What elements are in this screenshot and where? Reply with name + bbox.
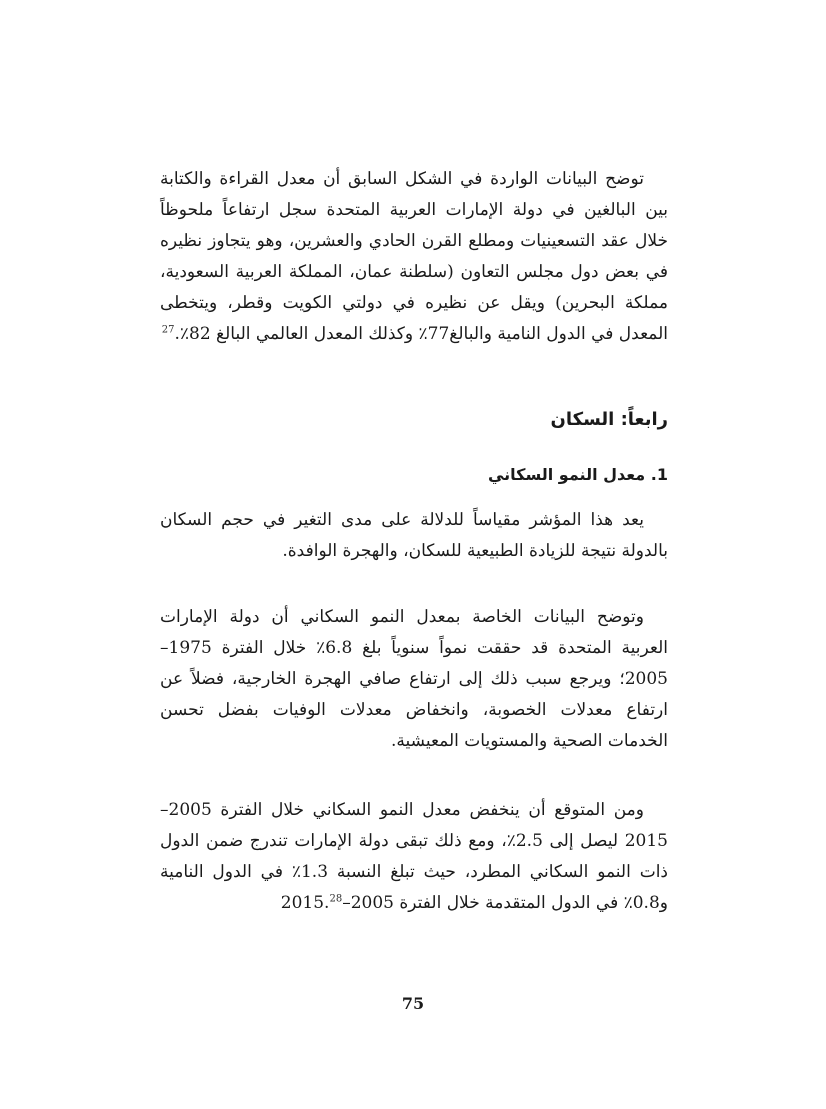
page-number: 75 bbox=[401, 994, 425, 1013]
footnote-ref: 27 bbox=[161, 324, 175, 336]
subheading: 1. معدل النمو السكاني bbox=[487, 465, 668, 484]
paragraph-literacy-text: توضح البيانات الواردة في الشكل السابق أن معدل القراءة والكتابة بين البالغين في دولة الإمارات العربية المتحدة سجل ارتفاعاً ملحوظاً خلال عقد التسعينيات ومطلع القرن الحادي والعشرين، وهو يتجاوز نظيره في بعض دول مجلس التعاون (سلطنة عمان، المملكة العربية السعودية، مملكة البحرين) ويقل عن نظيره في دولتي الكويت وقطر، ويتخطى المعدل في الدول النامية والبالغ77٪ وكذلك المعدل العالمي البالغ 82٪. bbox=[160, 169, 668, 344]
section-heading: رابعاً: السكان bbox=[550, 409, 668, 430]
paragraph-growth-text: وتوضح البيانات الخاصة بمعدل النمو السكاني أن دولة الإمارات العربية المتحدة قد حققت نمواً سنوياً بلغ 6.8٪ خلال الفترة 1975–2005؛ ويرجع سبب ذلك إلى ارتفاع صافي الهجرة الخارجية، فضلاً عن ارتفاع معدلات الخصوبة، وانخفاض معدلات الوفيات بفضل تحسن الخدمات الصحية والمستويات المعيشية. bbox=[160, 607, 669, 751]
footnote-ref: 28 bbox=[329, 893, 343, 905]
paragraph-growth bbox=[160, 602, 668, 757]
paragraph-forecast-text: ومن المتوقع أن ينخفض معدل النمو السكاني خلال الفترة 2005–2015 ليصل إلى 2.5٪، ومع ذلك تبقى دولة الإمارات تندرج ضمن الدول ذات النمو السكاني المطرد، حيث تبلغ النسبة 1.3٪ في الدول النامية و0.8٪ في الدول المتقدمة خلال الفترة 2005–2015. bbox=[160, 800, 668, 913]
paragraph-indicator bbox=[160, 505, 668, 567]
paragraph-literacy bbox=[160, 164, 668, 350]
paragraph-indicator-text: يعد هذا المؤشر مقياساً للدلالة على مدى التغير في حجم السكان بالدولة نتيجة للزيادة الطبيعية للسكان، والهجرة الوافدة. bbox=[160, 510, 668, 561]
paragraph-forecast bbox=[160, 795, 668, 919]
